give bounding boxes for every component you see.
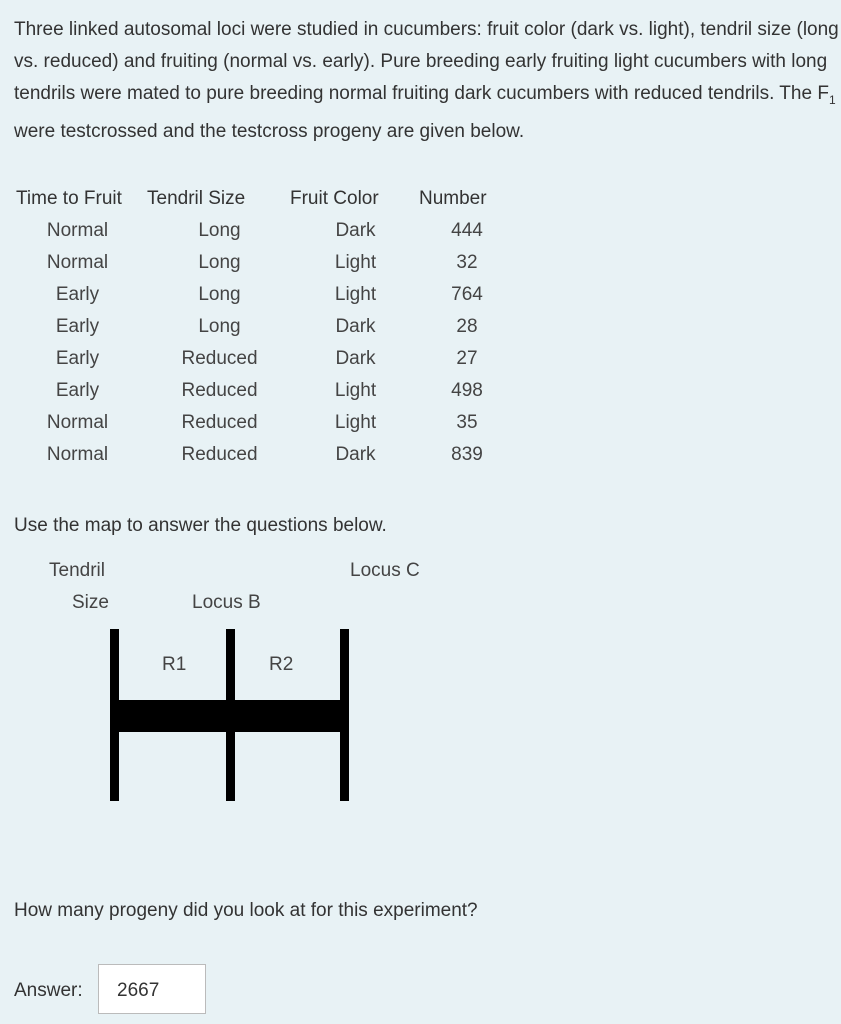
fruit-color-cell: Light [334, 380, 377, 401]
time-to-fruit-cell: Early [55, 348, 100, 369]
progeny-table [12, 183, 509, 471]
table-row [12, 407, 509, 439]
question-text: How many progeny did you look at for this experiment? [14, 900, 478, 921]
problem-intro [14, 14, 839, 148]
number-cell: 35 [456, 412, 478, 433]
header-number: Number [419, 188, 487, 209]
tendril-size-cell: Reduced [181, 348, 258, 369]
fruit-color-cell: Light [334, 284, 377, 305]
time-to-fruit-cell: Normal [46, 412, 109, 433]
time-to-fruit-cell: Early [55, 284, 100, 305]
table-row [12, 279, 509, 311]
tendril-size-cell: Reduced [181, 444, 258, 465]
map-label-size: Size [72, 592, 109, 613]
tendril-size-cell: Long [198, 252, 241, 273]
tendril-size-cell: Reduced [181, 380, 258, 401]
map-label-r2: R2 [269, 654, 294, 675]
time-to-fruit-cell: Normal [46, 252, 109, 273]
fruit-color-cell: Light [334, 252, 377, 273]
map-prompt: Use the map to answer the questions below. [14, 515, 387, 536]
number-cell: 32 [456, 252, 478, 273]
time-to-fruit-cell: Normal [46, 444, 109, 465]
answer-label: Answer: [14, 980, 83, 1001]
fruit-color-cell: Dark [335, 316, 376, 337]
intro-text-end: were testcrossed and the testcross progeny are given below. [14, 120, 525, 142]
intro-text: Three linked autosomal loci were studied in cucumbers: fruit color (dark vs. light), tendril size (long vs. reduced) and fruiting (normal vs. early). Pure breeding early fruiting light cucumbers with long tendrils were mated to pure breeding normal fruiting dark cucumbers with reduced tendrils. The F [14, 19, 839, 104]
table-row [12, 247, 509, 279]
number-cell: 839 [451, 444, 483, 465]
number-cell: 764 [451, 284, 483, 305]
number-cell: 27 [456, 348, 478, 369]
intro-subscript: 1 [828, 92, 836, 107]
header-tendril-size: Tendril Size [147, 188, 246, 209]
tendril-size-cell: Long [198, 220, 241, 241]
table-row [12, 311, 509, 343]
table-row [12, 343, 509, 375]
time-to-fruit-cell: Early [55, 380, 100, 401]
table-row [12, 375, 509, 407]
tendril-size-cell: Reduced [181, 412, 258, 433]
fruit-color-cell: Light [334, 412, 377, 433]
map-label-r1: R1 [162, 654, 187, 675]
time-to-fruit-cell: Early [55, 316, 100, 337]
number-cell: 444 [451, 220, 483, 241]
map-label-locus-c: Locus C [350, 560, 420, 581]
number-cell: 498 [451, 380, 483, 401]
table-row [12, 439, 509, 471]
fruit-color-cell: Dark [335, 220, 376, 241]
map-label-tendril: Tendril [49, 560, 105, 581]
answer-input[interactable]: 2667 [98, 964, 206, 1014]
chromosome-bar [110, 700, 349, 732]
tendril-size-cell: Long [198, 284, 241, 305]
table-row [12, 215, 509, 247]
number-cell: 28 [456, 316, 478, 337]
header-time-to-fruit: Time to Fruit [16, 188, 122, 209]
header-fruit-color: Fruit Color [290, 188, 379, 209]
table-header [12, 183, 509, 215]
fruit-color-cell: Dark [335, 348, 376, 369]
time-to-fruit-cell: Normal [46, 220, 109, 241]
fruit-color-cell: Dark [335, 444, 376, 465]
map-label-locus-b: Locus B [192, 592, 261, 613]
tendril-size-cell: Long [198, 316, 241, 337]
